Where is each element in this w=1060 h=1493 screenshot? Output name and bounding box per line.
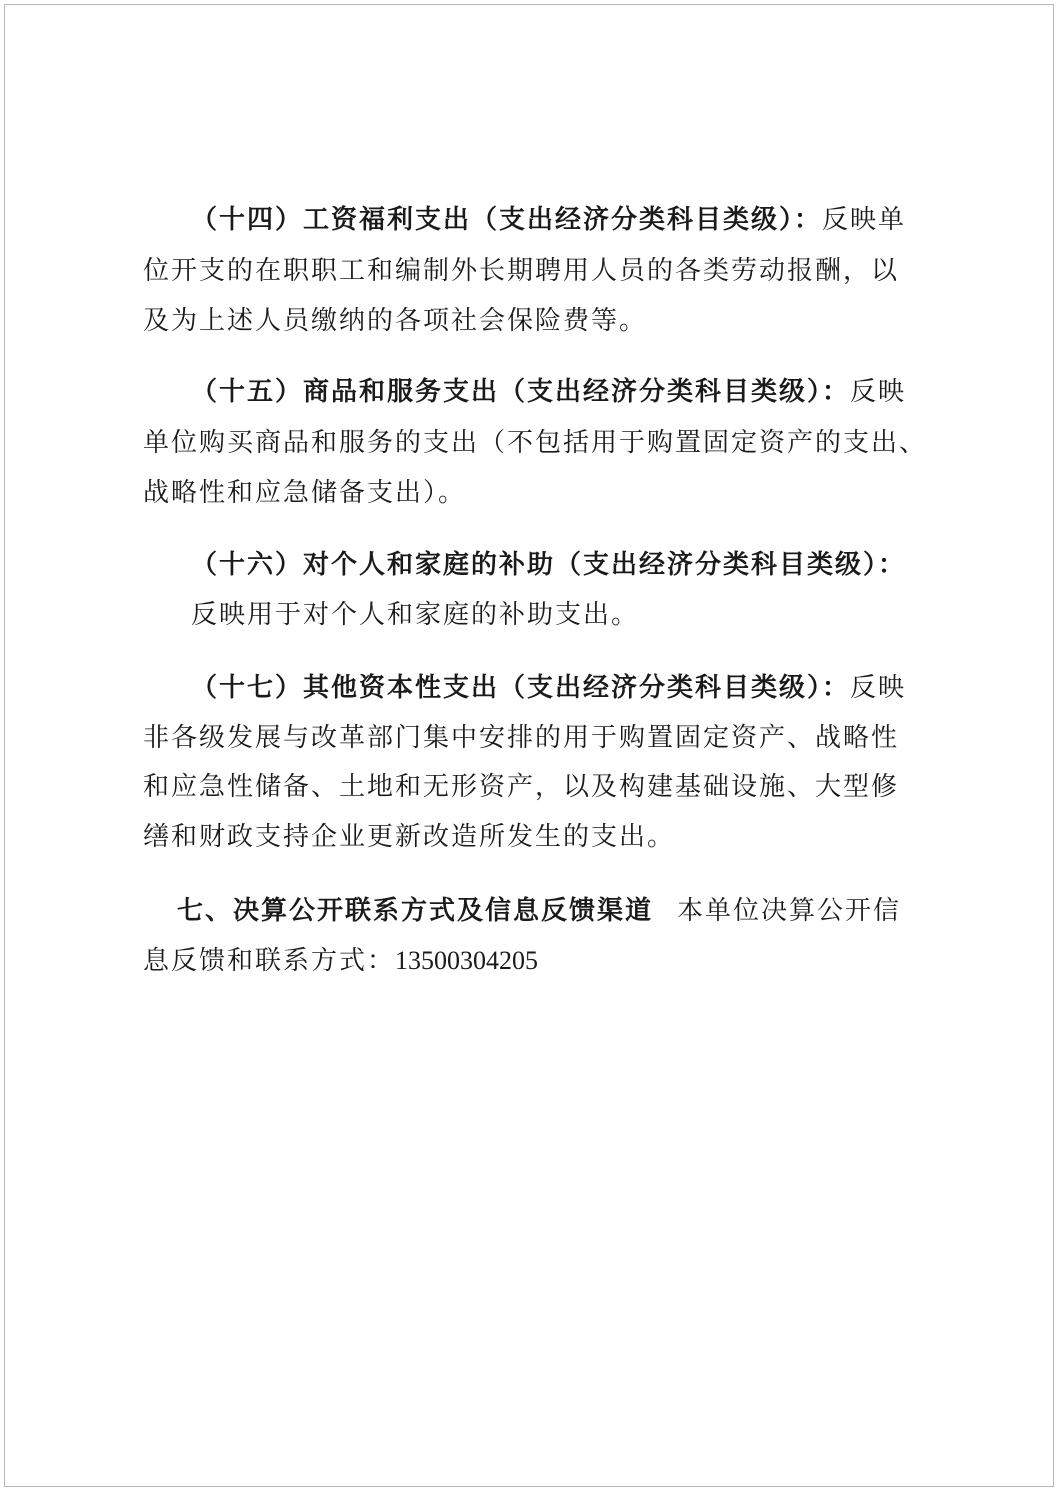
section-14-line-2: 位开支的在职职工和编制外长期聘用人员的各类劳动报酬，以 — [143, 256, 900, 286]
contact-line-2 — [143, 946, 538, 976]
contact-label: 息反馈和联系方式： — [143, 946, 396, 976]
section-14-line-1 — [191, 205, 906, 235]
contact-line-1 — [177, 896, 901, 926]
section-16-line-1 — [191, 550, 906, 580]
section-14-text: 反映单 — [822, 205, 907, 235]
section-16-line-2: 反映用于对个人和家庭的补助支出。 — [191, 600, 640, 630]
section-15-heading: （十五）商品和服务支出（支出经济分类科目类级）： — [191, 377, 851, 407]
contact-text: 本单位决算公开信 — [677, 896, 902, 926]
section-16-heading: （十六）对个人和家庭的补助（支出经济分类科目类级）： — [191, 550, 907, 580]
section-17-text: 反映 — [850, 673, 907, 703]
section-15-line-3: 战略性和应急储备支出）。 — [143, 478, 467, 508]
section-15-line-1 — [191, 377, 906, 407]
contact-heading: 七、决算公开联系方式及信息反馈渠道 — [177, 896, 654, 926]
section-14-line-3: 及为上述人员缴纳的各项社会保险费等。 — [143, 306, 648, 336]
section-15-text: 反映 — [850, 377, 907, 407]
section-14-heading: （十四）工资福利支出（支出经济分类科目类级）： — [191, 205, 823, 235]
contact-phone: 13500304205 — [395, 946, 539, 975]
section-17-line-4: 缮和财政支持企业更新改造所发生的支出。 — [143, 822, 676, 852]
section-17-line-1 — [191, 673, 906, 703]
section-17-heading: （十七）其他资本性支出（支出经济分类科目类级）： — [191, 673, 851, 703]
section-17-line-3: 和应急性储备、土地和无形资产，以及构建基础设施、大型修 — [143, 772, 900, 802]
section-17-line-2: 非各级发展与改革部门集中安排的用于购置固定资产、战略性 — [143, 723, 900, 753]
section-15-line-2: 单位购买商品和服务的支出（不包括用于购置固定资产的支出、 — [143, 428, 928, 458]
